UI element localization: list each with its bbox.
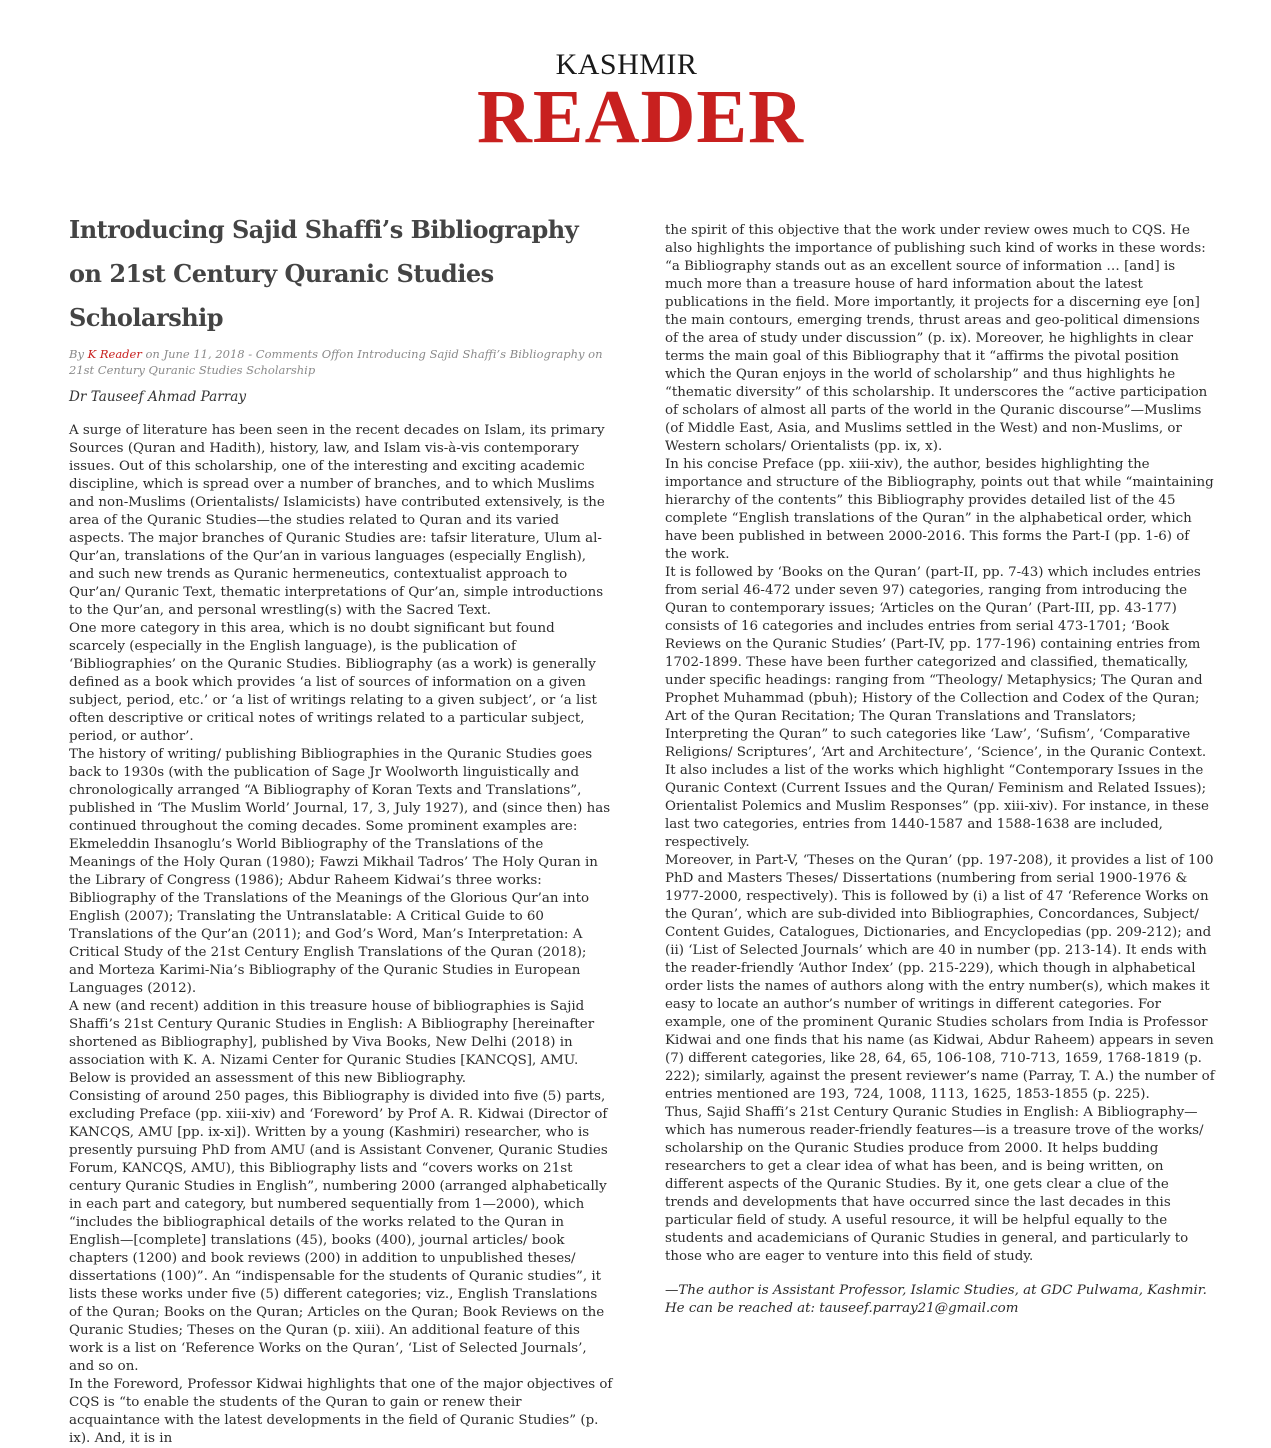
- paragraph: In the Foreword, Professor Kidwai highlights that one of the major objectives of CQS is “to enable the students of the Quran to gain or renew their acquaintance with the latest developments in the field of Quranic Studies” (p. ix). And, it is in: [69, 1377, 613, 1446]
- author-footnote: —The author is Assistant Professor, Islamic Studies, at GDC Pulwama, Kashmir. He can be reached at: tauseef.parray21@gmail.com: [665, 1283, 1207, 1316]
- masthead: [0, 44, 1271, 159]
- article-title: Introducing Sajid Shaffi’s Bibliography on 21st Century Quranic Studies Scholarship: [69, 215, 579, 332]
- byline-meta: on June 11, 2018 - Comments Offon Introducing Sajid Shaffi’s Bibliography on 21st Century Quranic Studies Scholarship: [69, 347, 603, 377]
- paragraph: The history of writing/ publishing Bibliographies in the Quranic Studies goes back to 1930s (with the publication of Sage Jr Woolworth linguistically and chronologically arranged “A Bibliography of Koran Texts and Translations”, published in ‘The Muslim World’ Journal, 17, 3, July 1927), and (since then) has continued throughout the coming decades. Some prominent examples are: Ekmeleddin Ihsanoglu’s World Bibliography of the Translations of the Meanings of the Holy Quran (1980); Fawzi Mikhail Tadros’ The Holy Quran in the Library of Congress (1986); Abdur Raheem Kidwai’s three works: Bibliography of the Translations of the Meanings of the Glorious Qur’an into English (2007); Translating the Untranslatable: A Critical Guide to 60 Translations of the Qur’an (2011); and God’s Word, Man’s Interpretation: A Critical Study of the 21st Century English Translations of the Quran (2018); and Morteza Karimi-Nia’s Bibliography of the Quranic Studies in European Languages (2012).: [69, 747, 611, 996]
- paragraph: A new (and recent) addition in this treasure house of bibliographies is Sajid Shaffi’s 21st Century Quranic Studies in English: A Bibliography [hereinafter shortened as Bibliography], published by Viva Books, New Delhi (2018) in association with K. A. Nizami Center for Quranic Studies [KANCQS], AMU. Below is provided an assessment of this new Bibliography.: [69, 999, 595, 1086]
- article-byline: [69, 346, 614, 378]
- masthead-reader: READER: [477, 75, 804, 159]
- byline-prefix: By: [69, 347, 84, 361]
- author-name: Dr Tauseef Ahmad Parray: [69, 389, 247, 405]
- paragraph: In his concise Preface (pp. xiii-xiv), the author, besides highlighting the importance and structure of the Bibliography, points out that while “maintaining hierarchy of the contents” this Bibliography provides detailed list of the 45 complete “English translations of the Quran” in the alphabetical order, which have been published in between 2000-2016. This forms the Part-I (pp. 1-6) of the work.: [665, 457, 1214, 562]
- article-right-column: [665, 222, 1215, 1318]
- paragraph: One more category in this area, which is no doubt significant but found scarcely (especially in the English language), is the publication of ‘Bibliographies’ on the Quranic Studies. Bibliography (as a work) is generally defined as a book which provides ‘a list of sources of information on a given subject, period, etc.’ or ‘a list of writings relating to a given subject’, or ‘a list often descriptive or critical notes of writings related to a particular subject, period, or author’.: [69, 621, 597, 744]
- paragraph: Thus, Sajid Shaffi’s 21st Century Quranic Studies in English: A Bibliography—which has numerous reader-friendly features—is a treasure trove of the works/ scholarship on the Quranic Studies produce from 2000. It helps budding researchers to get a clear idea of what has been, and is being written, on different aspects of the Quranic Studies. By it, one gets clear a clue of the trends and developments that have occurred since the last decades in this particular field of study. A useful resource, it will be helpful equally to the students and academicians of Quranic Studies in general, and particularly to those who are eager to venture into this field of study.: [665, 1105, 1204, 1264]
- paragraph: the spirit of this objective that the work under review owes much to CQS. He also highlights the importance of publishing such kind of works in these words: “a Bibliography stands out as an excellent source of information … [and] is much more than a treasure house of hard information about the latest publications in the field. More importantly, it projects for a discerning eye [on] the main contours, emerging trends, thrust areas and geo-political dimensions of the area of study under discussion” (p. ix). Moreover, he highlights in clear terms the main goal of this Bibliography that it “affirms the pivotal position which the Quran enjoys in the world of scholarship” and thus highlights he “thematic diversity” of this scholarship. It underscores the “active participation of scholars of almost all parts of the world in the Quranic discourse”—Muslims (of Middle East, Asia, and Muslims settled in the West) and non-Muslims, or Western scholars/ Orientalists (pp. ix, x).: [665, 223, 1208, 454]
- byline-author-link[interactable]: K Reader: [87, 347, 142, 361]
- paragraph: Moreover, in Part-V, ‘Theses on the Quran’ (pp. 197-208), it provides a list of 100 PhD and Masters Theses/ Dissertations (numbering from serial 1900-1976 & 1977-2000, respectively). This is followed by (i) a list of 47 ‘Reference Works on the Quran’, which are sub-divided into Bibliographies, Concordances, Subject/ Content Guides, Catalogues, Dictionaries, and Encyclopedias (pp. 209-212); and (ii) ‘List of Selected Journals’ which are 40 in number (pp. 213-14). It ends with the reader-friendly ‘Author Index’ (pp. 215-229), which though in alphabetical order lists the names of authors along with the entry number(s), which makes it easy to locate an author’s number of writings in different categories. For example, one of the prominent Quranic Studies scholars from India is Professor Kidwai and one finds that his name (as Kidwai, Abdur Raheem) appears in seven (7) different categories, like 28, 64, 65, 106-108, 710-713, 1659, 1768-1819 (p. 222); similarly, against the present reviewer’s name (Parray, T. A.) the number of entries mentioned are 193, 724, 1008, 1113, 1625, 1853-1855 (p. 225).: [665, 853, 1215, 1102]
- masthead-kashmir: KASHMIR: [555, 48, 698, 81]
- paragraph: A surge of literature has been seen in the recent decades on Islam, its primary Sources (Quran and Hadith), history, law, and Islam vis-à-vis contemporary issues. Out of this scholarship, one of the interesting and exciting academic discipline, which is spread over a number of branches, and to which Muslims and non-Muslims (Orientalists/ Islamicists) have contributed extensively, is the area of the Quranic Studies—the studies related to Quran and its varied aspects. The major branches of Quranic Studies are: tafsir literature, Ulum al-Qur’an, translations of the Qur’an in various languages (especially English), and such new trends as Quranic hermeneutics, contextualist approach to Qur’an/ Quranic Text, thematic interpretations of Qur’an, simple introductions to the Qur’an, and personal wrestling(s) with the Sacred Text.: [69, 423, 605, 618]
- paragraph: It is followed by ‘Books on the Quran’ (part-II, pp. 7-43) which includes entries from serial 46-472 under seven 97) categories, ranging from introducing the Quran to contemporary issues; ‘Articles on the Quran’ (Part-III, pp. 43-177) consists of 16 categories and includes entries from serial 473-1701; ‘Book Reviews on the Quranic Studies’ (Part-IV, pp. 177-196) containing entries from 1702-1899. These have been further categorized and classified, thematically, under specific headings: ranging from “Theology/ Metaphysics; The Quran and Prophet Muhammad (pbuh); History of the Collection and Codex of the Quran; Art of the Quran Recitation; The Quran Translations and Translators; Interpreting the Quran” to such categories like ‘Law’, ‘Sufism’, ‘Comparative Religions/ Scriptures’, ‘Art and Architecture’, ‘Science’, in the Quranic Context. It also includes a list of the works which highlight “Contemporary Issues in the Quranic Context (Current Issues and the Quran/ Feminism and Related Issues); Orientalist Polemics and Muslim Responses” (pp. xiii-xiv). For instance, in these last two categories, entries from 1440-1587 and 1588-1638 are included, respectively.: [665, 565, 1209, 850]
- article-left-column: [69, 208, 614, 1448]
- paragraph: Consisting of around 250 pages, this Bibliography is divided into five (5) parts, excluding Preface (pp. xiii-xiv) and ‘Foreword’ by Prof A. R. Kidwai (Director of KANCQS, AMU [pp. ix-xi]). Written by a young (Kashmiri) researcher, who is presently pursuing PhD from AMU (and is Assistant Convener, Quranic Studies Forum, KANCQS, AMU), this Bibliography lists and “covers works on 21st century Quranic Studies in English”, numbering 2000 (arranged alphabetically in each part and category, but numbered sequentially from 1—2000), which “includes the bibliographical details of the works related to the Quran in English—[complete] translations (45), books (400), journal articles/ book chapters (1200) and book reviews (200) in addition to unpublished theses/ dissertations (100)”. An “indispensable for the students of Quranic studies”, it lists these works under five (5) different categories; viz., English Translations of the Quran; Books on the Quran; Articles on the Quran; Book Reviews on the Quranic Studies; Theses on the Quran (p. xiii). An additional feature of this work is a list on ‘Reference Works on the Quran’, ‘List of Selected Journals’, and so on.: [69, 1089, 608, 1374]
